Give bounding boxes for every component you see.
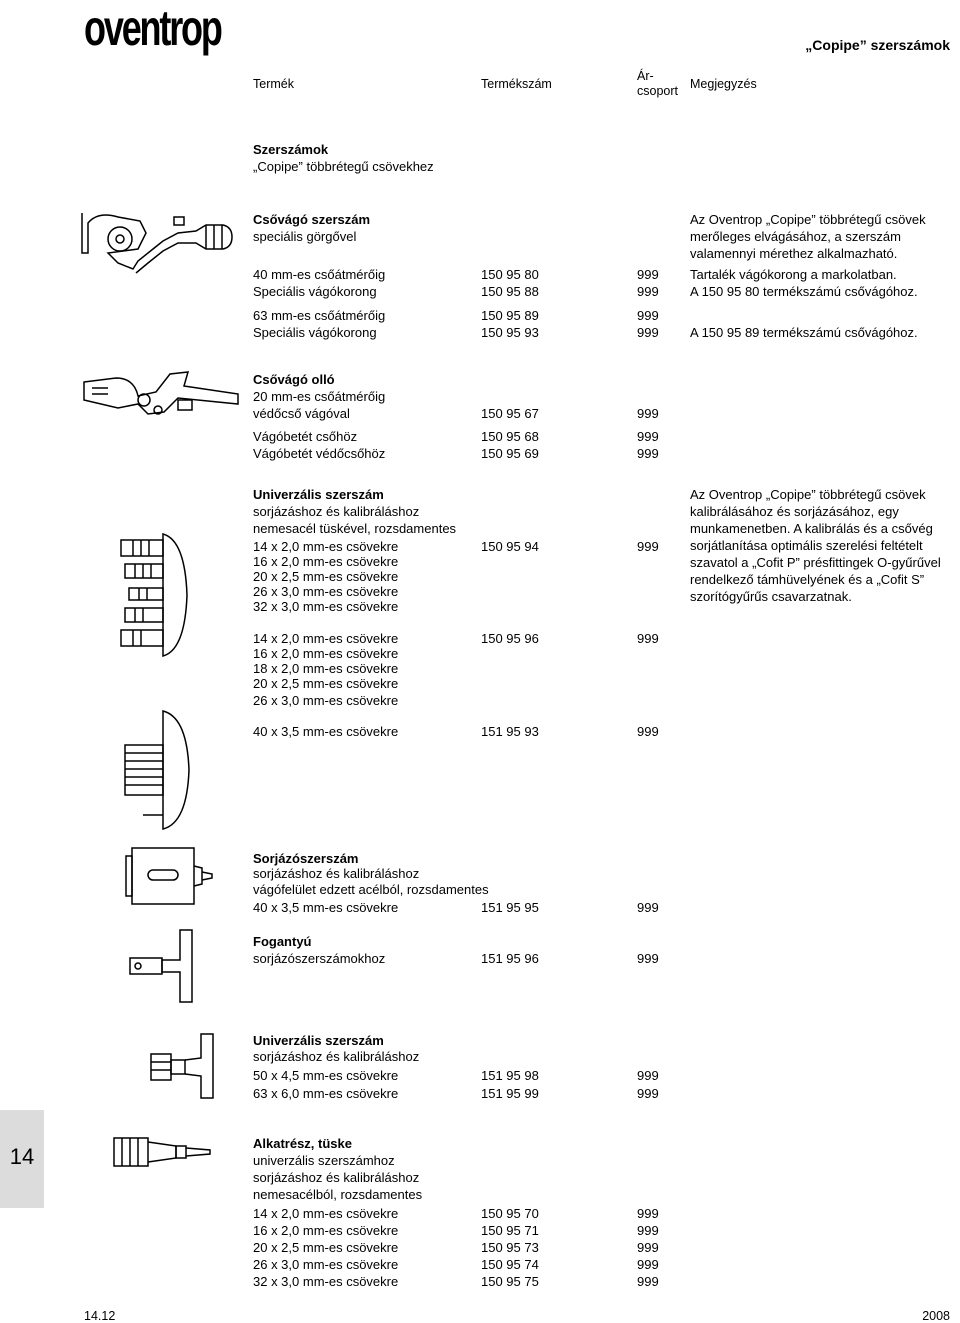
cutter-row-2-group: 999 (637, 284, 659, 299)
cutter-note: Az Oventrop „Copipe” többrétegű csövek merőleges elvágásához, a szerszám valamennyi mérethez alkalmazható. (690, 212, 926, 261)
scissors-row-2-number: 150 95 68 (481, 429, 539, 444)
page-title: „Copipe” szerszámok (805, 37, 950, 53)
cutter-subtitle: speciális görgővel (253, 229, 357, 244)
oventrop-logo: oventrop (84, 0, 221, 56)
col-header-product: Termék (253, 77, 294, 91)
universal1-g1-size-3: 20 x 2,5 mm-es csövekre (253, 569, 399, 584)
spare-row-2-number: 150 95 71 (481, 1223, 539, 1238)
universal1-note: Az Oventrop „Copipe” többrétegű csövek kalibrálásához és sorjázásához, egy munkamenetben. A kalibrálás és a csővég sorjátlanítása optimális szerelési feltételt szavatol a „Cofit P” présfittingek O-gyűrűvel rendelkező támhüvelyének és a „Cofit S” szorítógyűrűs csavarzatnak. (690, 487, 941, 604)
universal1-g2-size-1: 14 x 2,0 mm-es csövekre (253, 631, 399, 646)
spare-title: Alkatrész, tüske (253, 1136, 352, 1151)
universal1-g2-size-5: 26 x 3,0 mm-es csövekre (253, 693, 399, 708)
universal1-g1-size-1: 14 x 2,0 mm-es csövekre (253, 539, 399, 554)
universal1-g2-size-3: 18 x 2,0 mm-es csövekre (253, 661, 399, 676)
cutter-row-4-group: 999 (637, 325, 659, 340)
cutter-row-1-number: 150 95 80 (481, 267, 539, 282)
universal1-line2: nemesacél tüskével, rozsdamentes (253, 521, 457, 536)
section-title: Szerszámok (253, 142, 329, 157)
deburr-line2: vágófelület edzett acélból, rozsdamentes (253, 882, 489, 897)
universal1-g1-size-5: 32 x 3,0 mm-es csövekre (253, 599, 399, 614)
cutter-row-4-note: A 150 95 89 termékszámú csővágóhoz. (690, 325, 918, 340)
spare-row-4-name: 26 x 3,0 mm-es csövekre (253, 1257, 399, 1272)
universal1-g3-group: 999 (637, 724, 659, 739)
universal1-g1-number: 150 95 94 (481, 539, 539, 554)
cutter-title: Csővágó szerszám (253, 212, 371, 227)
deburr-row-group: 999 (637, 900, 659, 915)
spare-row-4-number: 150 95 74 (481, 1257, 539, 1272)
universal-tool-image-1 (115, 530, 195, 660)
cutter-row-2-note: A 150 95 80 termékszámú csővágóhoz. (690, 284, 918, 299)
handle-row-name: sorjázószerszámokhoz (253, 951, 386, 966)
handle-image (110, 924, 210, 1006)
spare-row-3-name: 20 x 2,5 mm-es csövekre (253, 1240, 399, 1255)
universal1-g1-group: 999 (637, 539, 659, 554)
universal1-g1-size-2: 16 x 2,0 mm-es csövekre (253, 554, 399, 569)
pipe-scissors-image (78, 368, 240, 426)
universal1-g3-number: 151 95 93 (481, 724, 539, 739)
footer-year: 2008 (922, 1309, 950, 1323)
universal1-g1-size-4: 26 x 3,0 mm-es csövekre (253, 584, 399, 599)
universal2-line1: sorjázáshoz és kalibráláshoz (253, 1049, 420, 1064)
scissors-row-3-name: Vágóbetét védőcsőhöz (253, 446, 386, 461)
cutter-row-2-name: Speciális vágókorong (253, 284, 377, 299)
deburr-line1: sorjázáshoz és kalibráláshoz (253, 866, 420, 881)
spare-row-4-group: 999 (637, 1257, 659, 1272)
cutter-row-2-number: 150 95 88 (481, 284, 539, 299)
scissors-row-2-group: 999 (637, 429, 659, 444)
scissors-row-3-group: 999 (637, 446, 659, 461)
universal1-title: Univerzális szerszám (253, 487, 384, 502)
universal1-g2-size-2: 16 x 2,0 mm-es csövekre (253, 646, 399, 661)
universal1-g2-group: 999 (637, 631, 659, 646)
spare-row-1-group: 999 (637, 1206, 659, 1221)
cutter-row-3-group: 999 (637, 308, 659, 323)
pipe-cutter-image (78, 203, 238, 275)
scissors-row-2-name: Vágóbetét csőhöz (253, 429, 358, 444)
spare-line1: univerzális szerszámhoz (253, 1153, 395, 1168)
universal2-row-1-group: 999 (637, 1068, 659, 1083)
universal2-row-2-group: 999 (637, 1086, 659, 1101)
scissors-title: Csővágó olló (253, 372, 335, 387)
cutter-row-1-group: 999 (637, 267, 659, 282)
spare-row-3-number: 150 95 73 (481, 1240, 539, 1255)
scissors-row-1-group: 999 (637, 406, 659, 421)
universal2-row-2-name: 63 x 6,0 mm-es csövekre (253, 1086, 399, 1101)
universal2-row-2-number: 151 95 99 (481, 1086, 539, 1101)
universal1-g2-size-4: 20 x 2,5 mm-es csövekre (253, 676, 399, 691)
chapter-tab-number: 14 (9, 1144, 35, 1169)
spare-row-5-group: 999 (637, 1274, 659, 1289)
deburr-title: Sorjázószerszám (253, 851, 359, 866)
col-header-remarks: Megjegyzés (690, 77, 757, 91)
spare-line2: sorjázáshoz és kalibráláshoz (253, 1170, 420, 1185)
cutter-row-4-number: 150 95 93 (481, 325, 539, 340)
col-header-price-group: Ár- csoport (637, 69, 678, 98)
handle-row-number: 151 95 96 (481, 951, 539, 966)
scissors-subtitle: 20 mm-es csőátmérőig (253, 389, 386, 404)
spare-line3: nemesacélból, rozsdamentes (253, 1187, 423, 1202)
cutter-row-1-note: Tartalék vágókorong a markolatban. (690, 267, 897, 282)
scissors-row-1-number: 150 95 67 (481, 406, 539, 421)
spare-mandrel-image (110, 1130, 220, 1175)
cutter-row-3-number: 150 95 89 (481, 308, 539, 323)
footer-page-ref: 14.12 (84, 1309, 116, 1323)
col-header-number: Termékszám (481, 77, 552, 91)
spare-row-1-name: 14 x 2,0 mm-es csövekre (253, 1206, 399, 1221)
universal2-row-1-name: 50 x 4,5 mm-es csövekre (253, 1068, 399, 1083)
spare-row-5-name: 32 x 3,0 mm-es csövekre (253, 1274, 399, 1289)
deburr-row-name: 40 x 3,5 mm-es csövekre (253, 900, 399, 915)
handle-row-group: 999 (637, 951, 659, 966)
scissors-row-3-number: 150 95 69 (481, 446, 539, 461)
universal2-row-1-number: 151 95 98 (481, 1068, 539, 1083)
cutter-row-3-name: 63 mm-es csőátmérőig (253, 308, 386, 323)
deburring-tool-image (120, 838, 220, 910)
spare-row-3-group: 999 (637, 1240, 659, 1255)
spare-row-1-number: 150 95 70 (481, 1206, 539, 1221)
section-subtitle: „Copipe” többrétegű csövekhez (253, 159, 434, 174)
universal2-title: Univerzális szerszám (253, 1033, 384, 1048)
universal1-g3-size: 40 x 3,5 mm-es csövekre (253, 724, 399, 739)
deburr-row-number: 151 95 95 (481, 900, 539, 915)
universal-tool-image-2 (115, 705, 195, 835)
spare-row-2-group: 999 (637, 1223, 659, 1238)
universal1-line1: sorjázáshoz és kalibráláshoz (253, 504, 420, 519)
scissors-row-1-name: védőcső vágóval (253, 406, 350, 421)
universal1-g2-number: 150 95 96 (481, 631, 539, 646)
spare-row-2-name: 16 x 2,0 mm-es csövekre (253, 1223, 399, 1238)
cutter-row-1-name: 40 mm-es csőátmérőig (253, 267, 386, 282)
universal-tool-image-3 (145, 1018, 220, 1100)
handle-title: Fogantyú (253, 934, 312, 949)
cutter-row-4-name: Speciális vágókorong (253, 325, 377, 340)
spare-row-5-number: 150 95 75 (481, 1274, 539, 1289)
